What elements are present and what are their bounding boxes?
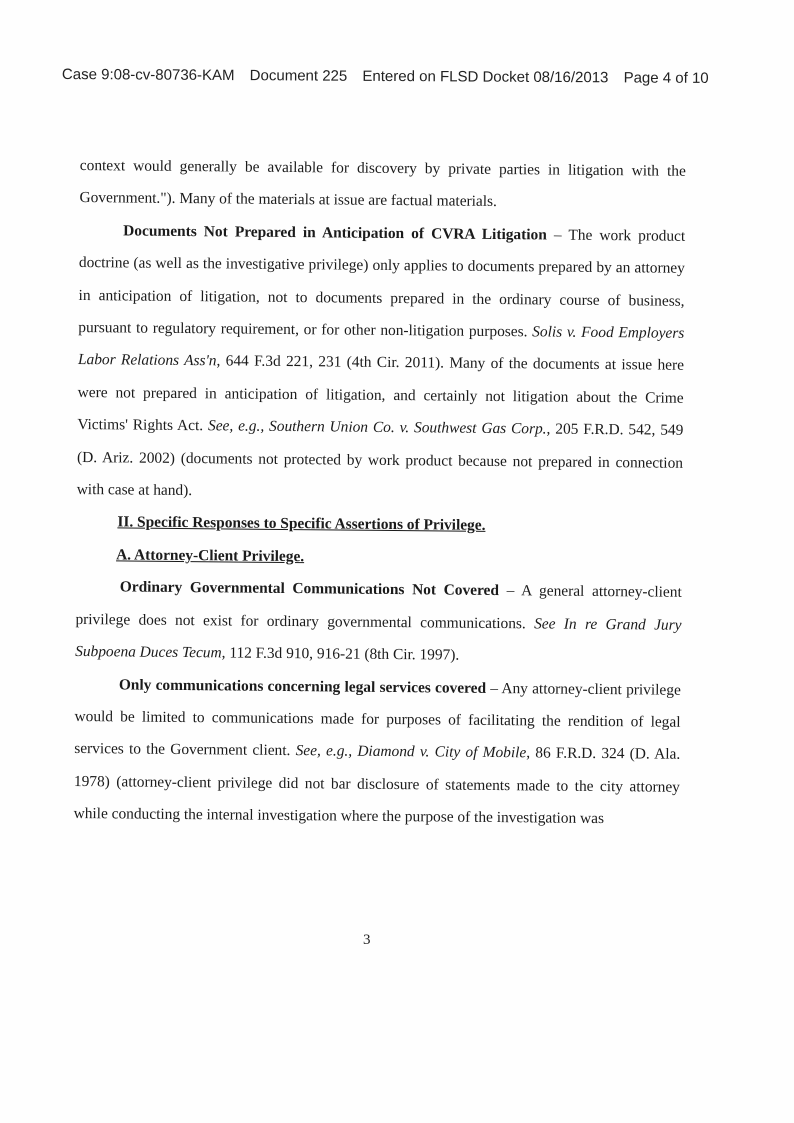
citation: Solis v. Food Employers Labor Relations Ass'n xyxy=(77,323,685,370)
docket-entry: Entered on FLSD Docket 08/16/2013 xyxy=(362,67,609,87)
page-number: 3 xyxy=(363,932,371,948)
subsection-heading: A. Attorney-Client Privilege. xyxy=(116,546,305,566)
paragraph-lead: Only communications concerning legal services covered xyxy=(118,675,487,697)
page-count: Page 4 of 10 xyxy=(623,69,709,87)
citation: See In re Grand Jury Subpoena Duces Tecum xyxy=(75,615,682,662)
paragraph-legal-services: Only communications concerning legal services covered – Any attorney-client privilege would be limited to communications made for purposes of facilitating the rendition of legal services to the Government client. See, e.g., Diamond v. City of Mobile, 86 F.R.D. 324 (D. Ala. 1978) (attorney-client privilege did not bar disclosure of statements made to the city attorney while conducting the internal investigation where the purpose of the investigation was xyxy=(73,675,681,828)
citation: See, e.g., Diamond v. City of Mobile xyxy=(295,742,527,762)
document-number: Document 225 xyxy=(249,67,348,85)
paragraph-lead: Documents Not Prepared in Anticipation of CVRA Litigation xyxy=(123,222,547,244)
case-number: Case 9:08-cv-80736-KAM xyxy=(61,66,235,85)
docket-header xyxy=(62,66,762,87)
section-heading: II. Specific Responses to Specific Assertions of Privilege. xyxy=(117,513,486,535)
document-body xyxy=(73,150,686,836)
citation: See, e.g., Southern Union Co. v. Southwest Gas Corp. xyxy=(207,417,547,438)
paragraph-lead: Ordinary Governmental Communications Not Covered xyxy=(119,578,500,600)
paragraph-governmental-communications: Ordinary Governmental Communications Not Covered – A general attorney-client privilege does not exist for ordinary governmental communications. See In re Grand Jury Subpoena Duces Tecum, 112 F.3d 910, 916-21 (8th Cir. 1997). xyxy=(75,578,682,664)
paragraph-work-product: Documents Not Prepared in Anticipation of CVRA Litigation – The work product doctrine (as well as the investigative privilege) only applies to documents prepared by an attorney in anticipation of litigation, not to documents prepared in the ordinary course of business, pursuant to regulatory requirement, or for other non-litigation purposes. Solis v. Food Employers Labor Relations Ass'n, 644 F.3d 221, 231 (4th Cir. 2011). Many of the documents at issue here were not prepared in anticipation of litigation, and certainly not litigation about the Crime Victims' Rights Act. See, e.g., Southern Union Co. v. Southwest Gas Corp., 205 F.R.D. 542, 549 (D. Ariz. 2002) (documents not protected by work product because not prepared in connection with case at hand). xyxy=(76,222,686,500)
paragraph-continued: context would generally be available for discovery by private parties in litigation with the Government."). Many of the materials at issue are factual materials. xyxy=(79,156,686,211)
